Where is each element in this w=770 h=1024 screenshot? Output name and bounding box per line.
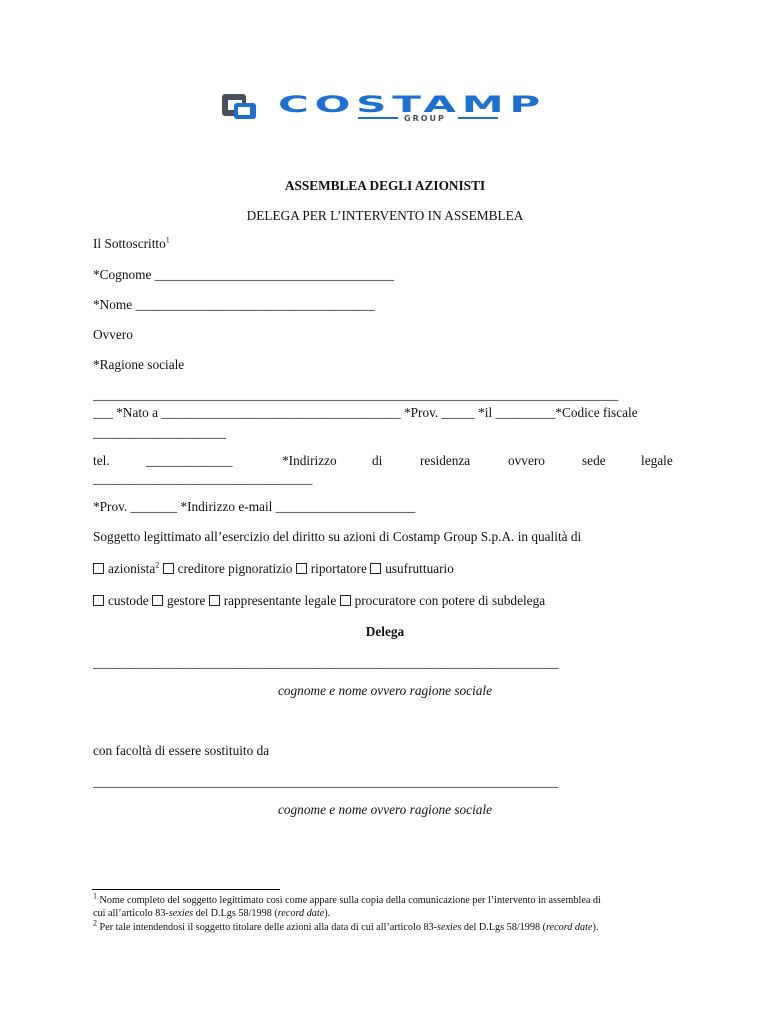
logo-brand-text: COSTAMP bbox=[278, 93, 546, 118]
riportatore-label: riportatore bbox=[310, 561, 367, 576]
indirizzo-field[interactable]: _________________________________ bbox=[93, 471, 313, 486]
delega-heading: Delega bbox=[365, 624, 405, 639]
document-title: ASSEMBLEA DEGLI AZIONISTI bbox=[284, 178, 486, 193]
azionista-checkbox[interactable] bbox=[93, 563, 104, 574]
footnote-1-line-2: cui all’articolo 83-sexies del D.Lgs 58/1998 (record date). bbox=[93, 908, 331, 919]
delegato-caption: cognome e nome ovvero ragione sociale bbox=[277, 683, 493, 698]
legale-label: legale bbox=[641, 453, 673, 468]
procuratore-checkbox[interactable] bbox=[340, 595, 351, 606]
creditore-checkbox[interactable] bbox=[163, 563, 174, 574]
footnote-ref-1: 1 bbox=[165, 235, 170, 245]
gestore-label: gestore bbox=[166, 593, 206, 608]
qualita-row-1 bbox=[93, 561, 454, 577]
usufruttuario-label: usufruttuario bbox=[385, 561, 454, 576]
sottoscritto-label: Il Sottoscritto$^1$ bbox=[93, 235, 170, 251]
prov-email-line[interactable]: *Prov. _______ *Indirizzo e-mail _____________________ bbox=[93, 499, 416, 514]
tel-field[interactable]: _____________ bbox=[146, 453, 233, 468]
creditore-label: creditore pignoratizio bbox=[177, 561, 293, 576]
logo-emblem-icon bbox=[222, 94, 256, 119]
custode-label: custode bbox=[108, 593, 149, 608]
indirizzo-label: *Indirizzo bbox=[282, 453, 337, 468]
azionista-label: azionista bbox=[108, 561, 156, 576]
rappresentante-checkbox[interactable] bbox=[209, 595, 220, 606]
custode-checkbox[interactable] bbox=[93, 595, 104, 606]
logo-sub-text: GROUP bbox=[404, 114, 446, 122]
soggetto-text: Soggetto legittimato all’esercizio del diritto su azioni di Costamp Group S.p.A. in qualità di bbox=[93, 529, 582, 544]
tel-label: tel. bbox=[93, 453, 110, 468]
costamp-group-logo bbox=[220, 92, 550, 122]
footnote-ref-2: 2 bbox=[155, 560, 160, 570]
ovvero-inline-label: ovvero bbox=[508, 453, 545, 468]
residenza-label: residenza bbox=[420, 453, 471, 468]
gestore-checkbox[interactable] bbox=[152, 595, 163, 606]
di-label: di bbox=[372, 453, 383, 468]
riportatore-checkbox[interactable] bbox=[296, 563, 307, 574]
cognome-field[interactable]: *Cognome ____________________________________ bbox=[93, 267, 395, 282]
nato-a-line[interactable]: ___ *Nato a ____________________________________ *Prov. _____ *il _________*Codice fiscale bbox=[93, 405, 638, 420]
footnote-2: $^2$ Per tale intendendosi il soggetto titolare delle azioni alla data di cui all’articolo 83-sexies del D.Lgs 58/1998 (record date). bbox=[93, 918, 599, 933]
nome-field[interactable]: *Nome ____________________________________ bbox=[93, 297, 375, 312]
sostituto-caption: cognome e nome ovvero ragione sociale bbox=[277, 802, 493, 817]
ragione-sociale-label: *Ragione sociale bbox=[93, 357, 185, 372]
facolta-text: con facoltà di essere sostituito da bbox=[93, 743, 270, 758]
rappresentante-label: rappresentante legale bbox=[223, 593, 337, 608]
codice-fiscale-field[interactable]: ____________________ bbox=[93, 425, 226, 440]
usufruttuario-checkbox[interactable] bbox=[370, 563, 381, 574]
footnote-divider bbox=[92, 889, 280, 890]
sostituto-field[interactable]: ______________________________________________________________________ bbox=[93, 774, 559, 789]
ragione-sociale-field[interactable]: _______________________________________________________________________________ bbox=[93, 387, 619, 402]
procuratore-label: procuratore con potere di subdelega bbox=[354, 593, 546, 608]
qualita-row-2 bbox=[93, 593, 545, 609]
document-subtitle: DELEGA PER L’INTERVENTO IN ASSEMBLEA bbox=[246, 208, 524, 223]
ovvero-label: Ovvero bbox=[93, 327, 133, 342]
delegato-field[interactable]: ______________________________________________________________________ bbox=[93, 655, 559, 670]
sede-label: sede bbox=[582, 453, 606, 468]
footnote-1-line-1: $^1$ Nome completo del soggetto legittimato così come appare sulla copia della comunicazione per l’intervento in assemblea di bbox=[93, 891, 601, 906]
